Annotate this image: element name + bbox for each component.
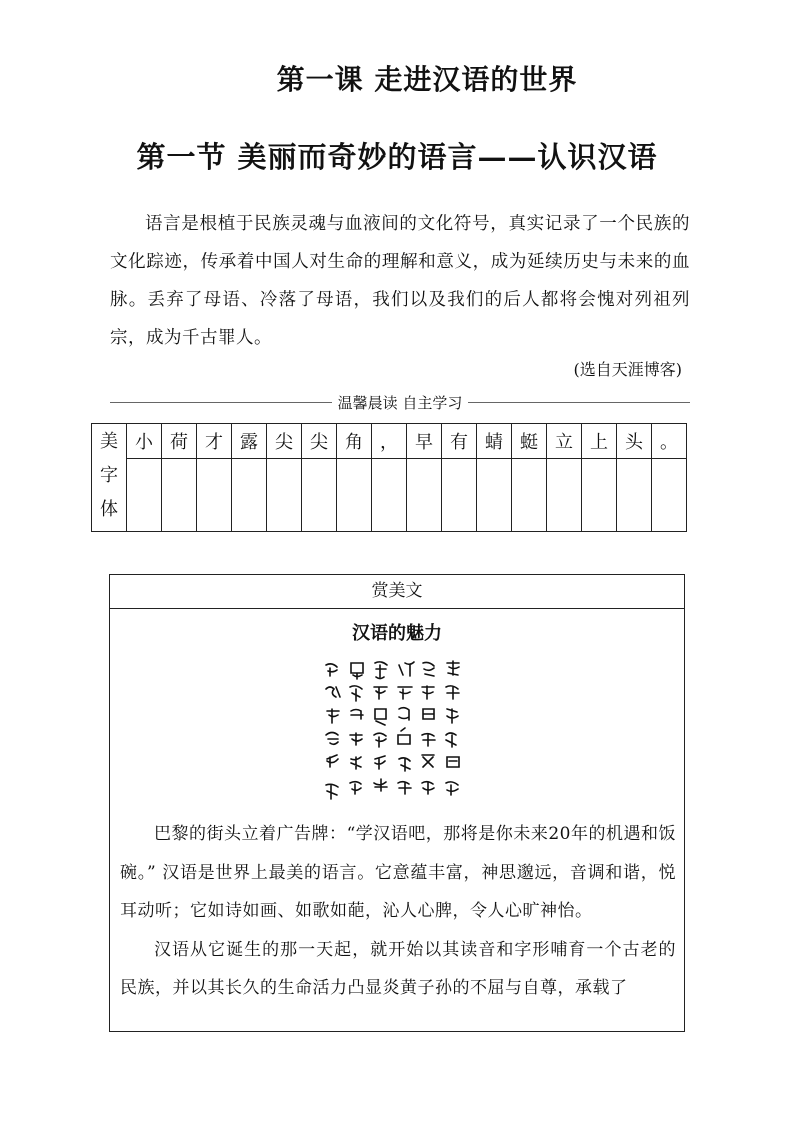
reading-paragraph: 汉语从它诞生的那一天起，就开始以其读音和字形哺育一个古老的民族，并以其长久的生命活力凸显炎黄子孙的不屈与自尊，承载了 [120, 939, 676, 998]
practice-cell [407, 459, 442, 532]
seal-script-calligraphy [322, 659, 472, 809]
calligraphy-practice-table [91, 423, 687, 532]
section-banner [110, 390, 690, 414]
char-cell: 上 [582, 424, 617, 459]
char-cell: 早 [407, 424, 442, 459]
banner-rule-right [468, 402, 690, 403]
side-label-char: 体 [100, 499, 118, 520]
char-cell: ， [372, 424, 407, 459]
char-cell: 露 [232, 424, 267, 459]
practice-cell [127, 459, 162, 532]
side-label-char: 美 [100, 431, 118, 452]
lesson-title: 第一课 走进汉语的世界 [276, 63, 578, 96]
practice-cell [197, 459, 232, 532]
source-citation: (选自天涯博客) [573, 360, 682, 379]
side-label-cell [92, 424, 127, 532]
reading-paragraph: 巴黎的街头立着广告牌：“学汉语吧，那将是你未来20年的机遇和饭碗。” 汉语是世界上最美的语言。它意蕴丰富，神思邈远，音调和谐，悦耳动听；它如诗如画、如歌如葩，沁人心脾，令人心旷神怡。 [120, 824, 676, 921]
practice-cell [372, 459, 407, 532]
char-cell: 荷 [162, 424, 197, 459]
practice-cell [162, 459, 197, 532]
practice-cell [512, 459, 547, 532]
char-cell: 蜓 [512, 424, 547, 459]
char-cell: 尖 [267, 424, 302, 459]
char-cell: 立 [547, 424, 582, 459]
practice-cell [302, 459, 337, 532]
practice-cell [617, 459, 652, 532]
banner-label: 温馨晨读 自主学习 [337, 393, 463, 412]
section-title: 第一节 美丽而奇妙的语言——认识汉语 [136, 140, 658, 174]
practice-cell [652, 459, 687, 532]
reading-box-header: 赏美文 [110, 575, 684, 609]
side-label-char: 字 [100, 465, 118, 486]
practice-cell [547, 459, 582, 532]
char-cell: 有 [442, 424, 477, 459]
practice-cell [337, 459, 372, 532]
practice-cell [442, 459, 477, 532]
practice-cell [267, 459, 302, 532]
char-cell: 才 [197, 424, 232, 459]
reading-title: 汉语的魅力 [352, 623, 442, 644]
practice-cell [582, 459, 617, 532]
char-cell: 小 [127, 424, 162, 459]
char-cell: 尖 [302, 424, 337, 459]
char-cell: 蜻 [477, 424, 512, 459]
char-cell: 头 [617, 424, 652, 459]
practice-cell [477, 459, 512, 532]
char-cell: 角 [337, 424, 372, 459]
practice-cell [232, 459, 267, 532]
reading-box [109, 574, 685, 1032]
char-cell: 。 [652, 424, 687, 459]
intro-paragraph: 语言是根植于民族灵魂与血液间的文化符号，真实记录了一个民族的文化踪迹，传承着中国人对生命的理解和意义，成为延续历史与未来的血脉。丢弃了母语、冷落了母语，我们以及我们的后人都将会愧对列祖列宗，成为千古罪人。 [110, 214, 690, 348]
banner-rule-left [110, 402, 332, 403]
